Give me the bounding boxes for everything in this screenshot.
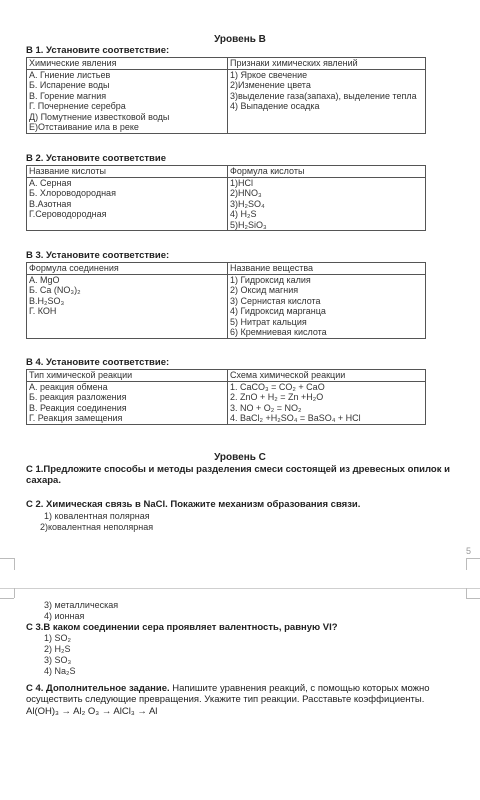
c2-option: 3) металлическая [44, 600, 119, 610]
list-item: В. Горение магния [29, 90, 107, 101]
b3-right-header: Название вещества [228, 263, 426, 275]
c3-option: 2) H₂S [44, 644, 71, 654]
list-item: 1. CaCO₃ = CO₂ + CaO [230, 381, 325, 392]
b1-left-header: Химические явления [27, 58, 228, 70]
list-item: 4) Гидроксид марганца [230, 306, 326, 316]
c1-task: С 1.Предложите способы и методы разделения смеси состоящей из древесных опилок и сахара. [26, 464, 450, 486]
crop-mark [466, 558, 467, 570]
list-item: 2) Оксид магния [230, 285, 299, 295]
list-item: 1) Яркое свечение [230, 69, 308, 80]
b4-right-cell [228, 381, 426, 424]
list-item: Б. реакция разложения [29, 392, 127, 402]
c4-chain: Al(OH)₃ → Al₂ O₃ → AlCl₃ → Al [26, 706, 158, 717]
list-item: Б. Ca (NO₃)₂ [29, 285, 81, 295]
list-item: А. MgO [29, 274, 60, 285]
page-number: 5 [466, 546, 472, 556]
b4-title: В 4. Установите соответствие: [26, 357, 170, 368]
b2-table [26, 165, 426, 231]
b4-right-header: Схема химической реакции [228, 370, 426, 382]
crop-mark [466, 588, 467, 598]
b2-left-header: Название кислоты [27, 166, 228, 178]
list-item: 3)H₂SO₄ [230, 198, 265, 209]
list-item: 4) Выпадение осадка [230, 101, 320, 111]
list-item: А. Серная [29, 177, 72, 188]
crop-mark [0, 558, 14, 559]
list-item: Г.Сероводородная [29, 209, 107, 219]
b3-table [26, 262, 426, 339]
b4-left-cell [27, 381, 228, 424]
list-item: 2. ZnO + H₂ = Zn +H₂O [230, 392, 324, 402]
b1-title: В 1. Установите соответствие: [26, 45, 170, 56]
c2-option: 4) ионная [44, 611, 85, 621]
list-item: Д) Помутнение известковой воды [29, 111, 170, 122]
list-item: А. реакция обмена [29, 381, 108, 392]
b2-left-cell [27, 177, 228, 231]
b1-table [26, 57, 426, 134]
list-item: Б. Хлороводородная [29, 188, 116, 198]
list-item: 4) H₂S [230, 209, 257, 219]
list-item: 1) Гидроксид калия [230, 274, 311, 285]
list-item: Б. Испарение воды [29, 80, 110, 90]
list-item: 3. NO + O₂ = NO₂ [230, 402, 302, 413]
b3-title: В 3. Установите соответствие: [26, 250, 170, 261]
c4-task [26, 683, 466, 705]
b2-right-header: Формула кислоты [228, 166, 426, 178]
b1-right-cell [228, 69, 426, 133]
level-c-title: Уровень С [214, 452, 266, 463]
list-item: 3)выделение газа(запаха), выделение тепла [230, 90, 417, 101]
crop-mark [14, 558, 15, 570]
list-item: 2)HNO₃ [230, 188, 262, 198]
c3-option: 3) SO₃ [44, 655, 72, 665]
list-item: 5) Нитрат кальция [230, 316, 307, 327]
crop-mark [466, 598, 480, 599]
b4-table [26, 369, 426, 425]
list-item: 4. BaCl₂ +H₂SO₄ = BaSO₄ + HCl [230, 413, 361, 423]
b3-left-cell [27, 274, 228, 338]
level-b-title: Уровень В [214, 34, 266, 45]
c4-text: Напишите уравнения реакций, с помощью которых можно осуществить следующие превращения. Укажите тип реакции. Расставьте коэффициенты. [26, 683, 430, 705]
list-item: В.H₂SO₃ [29, 295, 65, 306]
list-item: 6) Кремниевая кислота [230, 327, 327, 337]
list-item: Г. Реакция замещения [29, 413, 123, 423]
b4-left-header: Тип химической реакции [27, 370, 228, 382]
list-item: В.Азотная [29, 198, 72, 209]
list-item: В. Реакция соединения [29, 402, 127, 413]
list-item: 2)Изменение цвета [230, 80, 311, 90]
c3-title: С 3.В каком соединении сера проявляет валентность, равную VI? [26, 622, 338, 633]
list-item: 3) Сернистая кислота [230, 295, 321, 306]
b3-left-header: Формула соединения [27, 263, 228, 275]
b2-right-cell [228, 177, 426, 231]
list-item: Г. КОН [29, 306, 57, 316]
b1-left-cell [27, 69, 228, 133]
c2-title: С 2. Химическая связь в NaCl. Покажите механизм образования связи. [26, 499, 361, 510]
b2-title: В 2. Установите соответствие [26, 153, 166, 164]
list-item: А. Гниение листьев [29, 69, 111, 80]
crop-mark [14, 588, 15, 598]
c4-label: С 4. Дополнительное задание. [26, 683, 170, 694]
b3-right-cell [228, 274, 426, 338]
list-item: 5)H₂SiO₃ [230, 219, 267, 230]
b1-right-header: Признаки химических явлений [228, 58, 426, 70]
c2-option: 1) ковалентная полярная [44, 511, 150, 521]
c3-option: 1) SO₂ [44, 633, 71, 643]
c2-option: 2)ковалентная неполярная [40, 522, 154, 532]
list-item: Г. Почернение серебра [29, 101, 126, 111]
list-item: 1)HCl [230, 177, 254, 188]
c3-option: 4) Na₂S [44, 666, 76, 676]
list-item: Е)Отстаивание ила в реке [29, 122, 139, 132]
crop-mark [0, 598, 14, 599]
page-divider [0, 588, 480, 589]
crop-mark [466, 558, 480, 559]
